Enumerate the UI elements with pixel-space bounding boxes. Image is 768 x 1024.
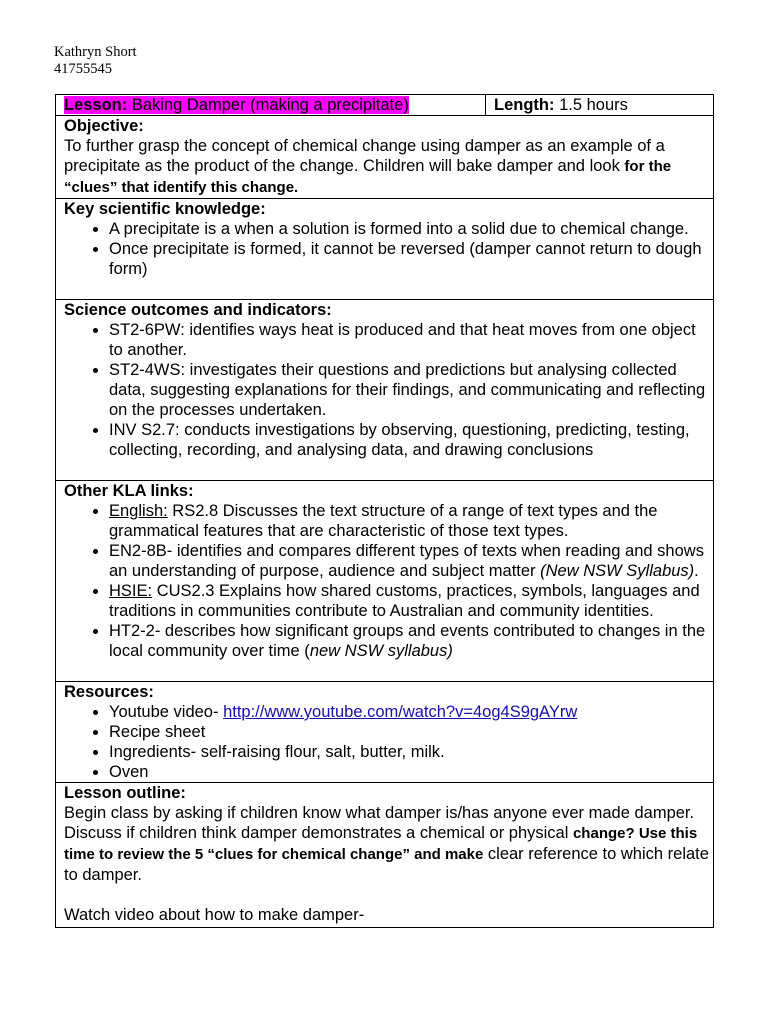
outcomes-heading: Science outcomes and indicators:: [64, 301, 332, 319]
lesson-label: Lesson:: [64, 96, 128, 114]
en2-end: .: [694, 562, 699, 580]
author-name: Kathryn Short: [54, 44, 137, 60]
outline-text: Begin class by asking if children know what damper is/has anyone ever made damper. Discuss if children think damper demonstrates a chemical or physical: [64, 804, 695, 842]
list-item: [109, 501, 713, 541]
list-item: [109, 541, 713, 581]
list-item: • Oven: [109, 762, 713, 782]
outline-text-end: clear reference to which relate to damper.: [64, 845, 709, 884]
knowledge-list: [64, 219, 713, 279]
lesson-title-highlight: [64, 96, 409, 114]
en2-italic: (New NSW Syllabus): [540, 562, 695, 580]
youtube-link[interactable]: http://www.youtube.com/watch?v=4og4S9gAYrw: [223, 703, 578, 721]
kla-list: [64, 501, 713, 661]
list-item: • Ingredients- self-raising flour, salt, butter, milk.: [109, 742, 713, 762]
list-item: • A precipitate is a when a solution is formed into a solid due to chemical change.: [109, 219, 713, 239]
english-label: English:: [109, 502, 168, 520]
en2-text: EN2-8B- identifies and compares different types of texts when reading and shows an understanding of purpose, audience and subject matter: [109, 542, 704, 580]
knowledge-cell: [56, 199, 714, 300]
ht-italic: new NSW syllabus): [309, 642, 453, 660]
outline-row: [56, 783, 714, 928]
objective-heading: Objective:: [64, 117, 144, 135]
student-id: 41755545: [54, 61, 112, 77]
author-block: [54, 44, 137, 78]
outline-text-bold: change? Use this time to review the 5 “clues for chemical change” and make: [64, 825, 698, 863]
list-item: • Once precipitate is formed, it cannot be reversed (damper cannot return to dough form): [109, 239, 713, 279]
list-item: • Recipe sheet: [109, 722, 713, 742]
knowledge-row: [56, 199, 714, 300]
hsie-label: HSIE:: [109, 582, 153, 600]
objective-text-bold: for the “clues” that identify this change.: [64, 158, 672, 196]
outline-video-line: Watch video about how to make damper-: [64, 906, 365, 924]
english-text: RS2.8 Discusses the text structure of a range of text types and the grammatical features that are characteristic of those text types.: [109, 502, 658, 540]
resources-list: [64, 702, 713, 782]
kla-row: [56, 481, 714, 682]
kla-cell: [56, 481, 714, 682]
outline-heading: Lesson outline:: [64, 784, 186, 802]
resources-row: [56, 682, 714, 783]
list-item: • INV S2.7: conducts investigations by observing, questioning, predicting, testing, collecting, recording, and analysing data, and drawing conclusions: [109, 420, 713, 460]
length-cell: [486, 95, 714, 116]
lesson-plan-table: [55, 94, 714, 928]
lesson-title-cell: [56, 95, 486, 116]
outcomes-row: [56, 300, 714, 481]
resources-cell: [56, 682, 714, 783]
lesson-title: Baking Damper (making a precipitate): [131, 96, 409, 114]
outcomes-cell: [56, 300, 714, 481]
video-label: Youtube video-: [109, 703, 224, 721]
outcomes-list: [64, 320, 713, 460]
list-item: • ST2-4WS: investigates their questions and predictions but analysing collected data, suggesting explanations for their findings, and communicating and reflecting on the processes undertaken.: [109, 360, 713, 420]
length-label: Length:: [494, 96, 555, 114]
length-value: 1.5 hours: [559, 96, 628, 114]
outline-cell: [56, 783, 714, 928]
hsie-text: CUS2.3 Explains how shared customs, practices, symbols, languages and traditions in communities contribute to Australian and community identities.: [109, 582, 700, 620]
objective-cell: [56, 116, 714, 199]
ht-text: HT2-2- describes how significant groups and events contributed to changes in the local community over time (: [109, 622, 706, 660]
list-item: • ST2-6PW: identifies ways heat is produced and that heat moves from one object to another.: [109, 320, 713, 360]
list-item: [109, 702, 713, 722]
knowledge-heading: Key scientific knowledge:: [64, 200, 266, 218]
list-item: [109, 621, 713, 661]
lesson-header-row: [56, 95, 714, 116]
list-item: [109, 581, 713, 621]
objective-text: To further grasp the concept of chemical change using damper as an example of a precipitate as the product of the change. Children will bake damper and look: [64, 137, 665, 175]
resources-heading: Resources:: [64, 683, 154, 701]
objective-row: [56, 116, 714, 199]
kla-heading: Other KLA links:: [64, 482, 194, 500]
